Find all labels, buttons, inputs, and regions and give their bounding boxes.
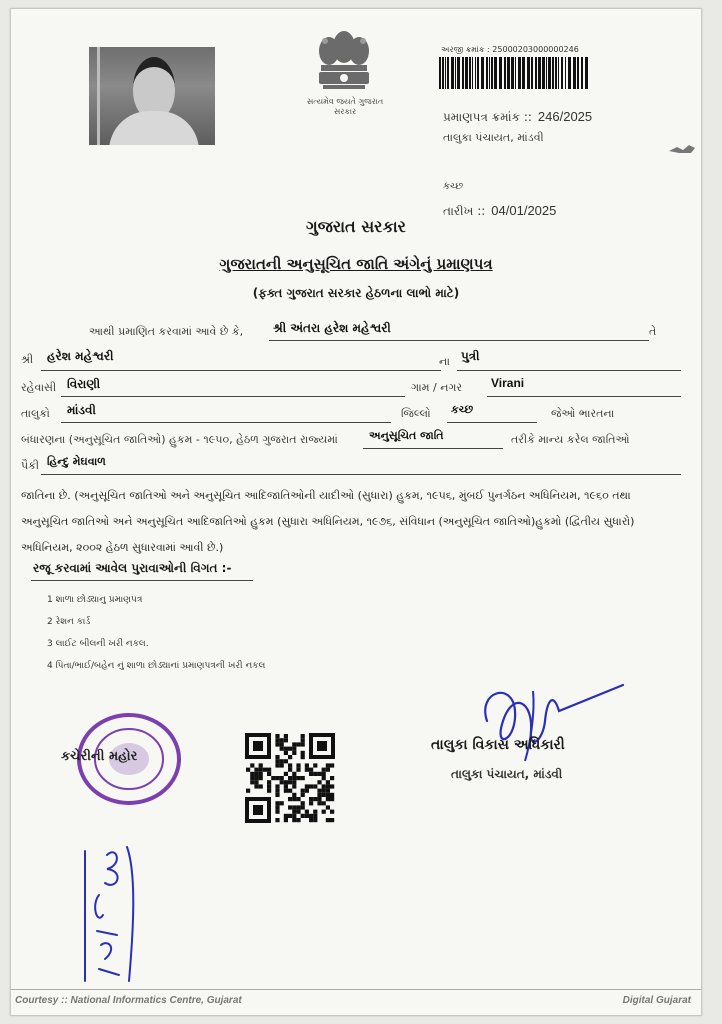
handwritten-note (77, 835, 147, 985)
district-label: જિલ્લો (401, 407, 431, 420)
list-item: 3 લાઈટ બીલની ખરી નકલ. (47, 639, 149, 649)
applicant-photo (89, 47, 215, 145)
issuing-office: તાલુકા પંચાયત, માંડવી (443, 131, 544, 144)
category-value: અનુસૂચિત જાતિ (369, 429, 444, 442)
recognized-text: તરીકે માન્ય કરેલ જાતિઓ (511, 433, 630, 446)
district-value: કચ્છ (451, 403, 474, 416)
footer-brand: Digital Gujarat (622, 995, 691, 1006)
application-number: અરજી ક્રમાંક : 25000203000000246 (441, 45, 579, 54)
certificate-number: પ્રમાણપત્ર ક્રમાંક :: 246/2025 (443, 109, 593, 124)
officer-office: તાલુકા પંચાયત, માંડવી (451, 767, 563, 781)
applicant-name: શ્રી અંતરા હરેશ મહેશ્વરી (273, 321, 391, 335)
emblem-caption: સત્યમેવ જયતે ગુજરાત સરકાર (306, 97, 384, 116)
footer-courtesy: Courtesy :: National Informatics Centre, Gujarat (15, 995, 242, 1006)
resident-value: વિરાણી (67, 377, 101, 391)
certify-text: આથી પ્રમાણિત કરવામાં આવે છે કે, (89, 325, 244, 338)
legal-paragraph: જાતિના છે. (અનુસૂચિત જાતિઓ અને અનુસૂચિત આદિજાતિઓની યાદીઓ (સુધારા) હુકમ, ૧૯૫૬, મુંબઈ પુનર્ગઠન અધિનિયમ, ૧૯૬૦ તથા અનુસૂચિત જાતિઓ અને અનુસૂચિત આદિજાતિઓ હુકમ (સુધારા અધિનિયમ, ૧૯૭૬, સંવિધાન (અનુસૂચિત જાતિઓ)હુકમો (દ્વિતીય સુધારો) અધિનિયમ, ૨૦૦૨ હેઠળ સુધારવામાં આવી છે.) (21, 489, 635, 554)
barcode (439, 57, 591, 89)
certificate-heading: ગુજરાતની અનુસૂચિત જાતિ અંગેનું પ્રમાણપત્ર (219, 255, 493, 273)
constitution-text: બંધારણના (અનુસૂચિત જાતિઓ) હુકમ - ૧૯૫૦, હેઠળ ગુજરાત રાજ્યમાં (21, 433, 338, 446)
village-label: ગામ / નગર (411, 381, 463, 394)
header-district: કચ્છ (443, 181, 464, 192)
documents-title: રજૂ કરવામાં આવેલ પુરાવાઓની વિગત :- (33, 561, 232, 575)
father-name: હરેશ મહેશ્વરી (47, 349, 114, 363)
resident-label: રહેવાસી (21, 381, 57, 394)
officer-signature (473, 681, 633, 771)
taluka-label: તાલુકો (21, 407, 50, 420)
list-item: 2 રેશન કાર્ડ (47, 617, 91, 627)
list-item: 4 પિતા/ભાઈ/બહેન નું શાળા છોડ્યાનાં પ્રમાણપત્રની ખરી નકલ (47, 661, 266, 671)
shri-label: શ્રી (21, 353, 34, 366)
paiki-label: પૈકી (21, 459, 40, 472)
village-value: Virani (491, 376, 525, 390)
relation-value: પુત્રી (461, 349, 480, 363)
qr-code (243, 731, 337, 825)
seal-label: કચેરીની મહોર (61, 749, 138, 764)
na-text: ના (439, 355, 450, 368)
caste-value: હિન્દુ મેઘવાળ (47, 455, 106, 468)
margin-mark-icon (667, 141, 697, 157)
issue-date: તારીખ :: 04/01/2025 (443, 203, 557, 218)
te-text: તે (649, 325, 657, 338)
officer-title: તાલુકા વિકાસ અધિકારી (431, 737, 565, 753)
belongs-text: જેઓ ભારતના (551, 407, 615, 420)
government-name: ગુજરાત સરકાર (306, 217, 406, 236)
certificate-subheading: (ફક્ત ગુજરાત સરકાર હેઠળના લાભો માટે) (252, 286, 460, 300)
taluka-value: માંડવી (67, 403, 96, 417)
certificate-page (10, 8, 702, 1016)
documents-list (47, 589, 265, 677)
list-item: 1 શાળા છોડ્યાનુ પ્રમાણપત્ર (47, 595, 143, 605)
